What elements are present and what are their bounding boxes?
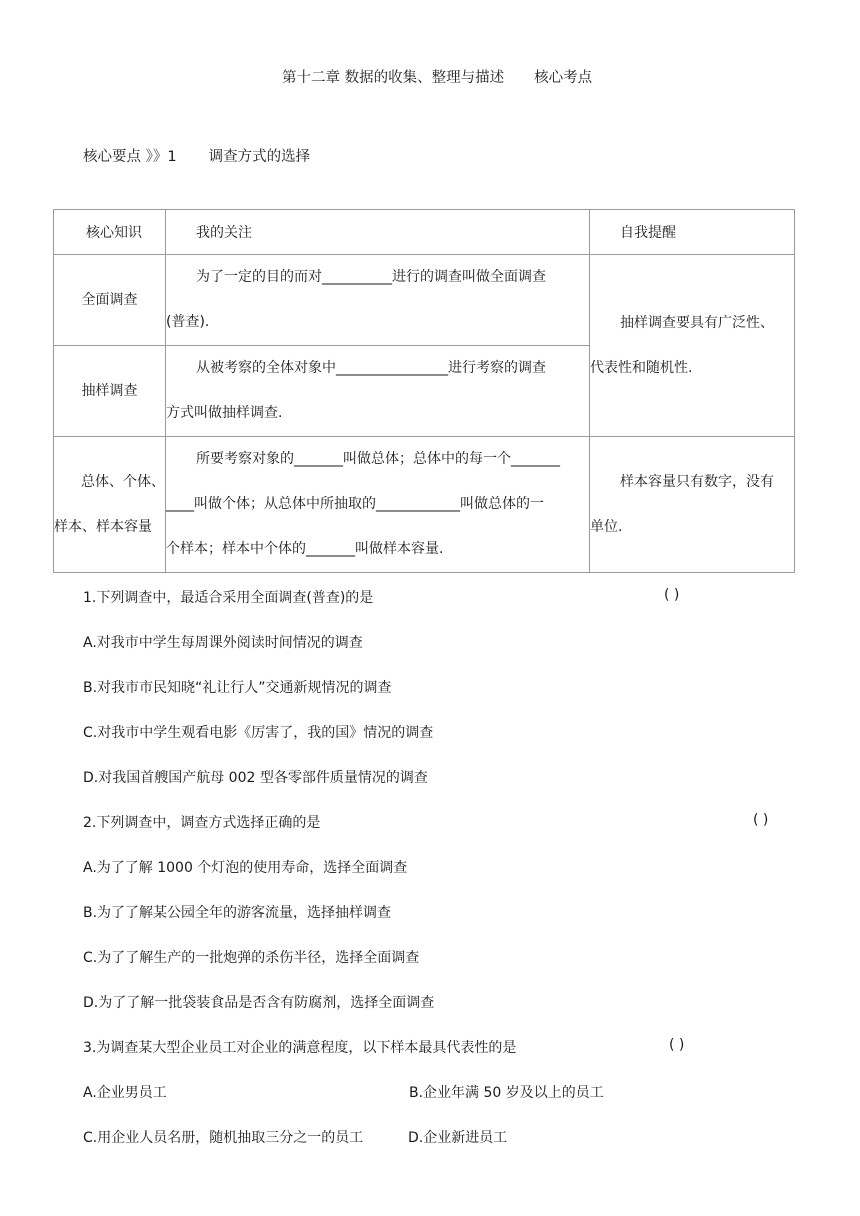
section-title: 调查方式的选择 [208,149,311,165]
row-content-population [166,437,590,573]
reminder-2-line-2: 单位. [590,518,623,535]
question-3-option-c: C.用企业人员名册，随机抽取三分之一的员工 [83,1130,364,1146]
title-main: 第十二章 数据的收集、整理与描述 [282,70,505,86]
question-1-option-a: A.对我市中学生每周课外阅读时间情况的调查 [83,635,363,651]
row-label-census: 全面调查 [54,255,166,346]
reminder-1-line-2: 代表性和随机性. [590,359,693,376]
section-heading [83,145,310,166]
question-2-option-d: D.为了了解一批袋装食品是否含有防腐剂，选择全面调查 [83,995,435,1011]
question-1-option-d: D.对我国首艘国产航母 002 型各零部件质量情况的调查 [83,770,428,786]
population-line-2: ____叫做个体；从总体中所抽取的____________叫做总体的一 [166,496,544,512]
question-2-option-a: A.为了了解 1000 个灯泡的使用寿命，选择全面调查 [83,860,408,876]
header-core-knowledge: 核心知识 [54,210,166,255]
population-line-3: 个样本；样本中个体的_______叫做样本容量. [166,541,444,557]
sampling-line-1: 从被考察的全体对象中________________进行考察的调查 [196,360,546,376]
question-3-stem: 3.为调查某大型企业员工对企业的满意程度，以下样本最具代表性的是 [83,1040,517,1056]
knowledge-table [53,209,795,573]
population-line-1: 所要考察对象的_______叫做总体；总体中的每一个_______ [196,451,560,467]
question-3-option-a: A.企业男员工 [83,1085,167,1101]
page-title [282,66,592,87]
row-content-census [166,255,590,346]
reminder-2-line-1: 样本容量只有数字，没有 [620,473,774,490]
census-line-2: (普查). [166,314,210,330]
reminder-sample-size [590,437,795,573]
question-2-option-c: C.为了了解生产的一批炮弹的杀伤半径，选择全面调查 [83,950,420,966]
question-1-option-b: B.对我市市民知晓“礼让行人”交通新规情况的调查 [83,680,392,696]
question-2-answer-paren[interactable]: ( ) [753,812,769,828]
sampling-line-2: 方式叫做抽样调查. [166,405,283,421]
title-suffix: 核心考点 [534,70,593,86]
question-1-answer-paren[interactable]: ( ) [664,587,680,603]
question-2-option-b: B.为了了解某公园全年的游客流量，选择抽样调查 [83,905,392,921]
table-row [54,255,795,346]
header-self-reminder: 自我提醒 [590,210,795,255]
population-label-line-1: 总体、个体、 [81,473,165,490]
table-row [54,437,795,573]
question-1-option-c: C.对我市中学生观看电影《厉害了，我的国》情况的调查 [83,725,434,741]
question-3-answer-paren[interactable]: ( ) [669,1037,685,1053]
population-label-line-2: 样本、样本容量 [54,518,152,535]
question-1-stem: 1.下列调查中，最适合采用全面调查(普查)的是 [83,590,374,606]
header-my-focus: 我的关注 [166,210,590,255]
row-label-population [54,437,166,573]
section-label: 核心要点 》》1 [83,149,177,165]
question-3-option-b: B.企业年满 50 岁及以上的员工 [409,1085,604,1101]
reminder-1-line-1: 抽样调查要具有广泛性、 [620,314,774,331]
row-content-sampling [166,346,590,437]
table-header-row [54,210,795,255]
row-label-sampling: 抽样调查 [54,346,166,437]
question-3-option-d: D.企业新进员工 [408,1130,508,1146]
question-2-stem: 2.下列调查中，调查方式选择正确的是 [83,815,321,831]
reminder-sampling [590,255,795,437]
census-line-1: 为了一定的目的而对__________进行的调查叫做全面调查 [196,269,546,285]
